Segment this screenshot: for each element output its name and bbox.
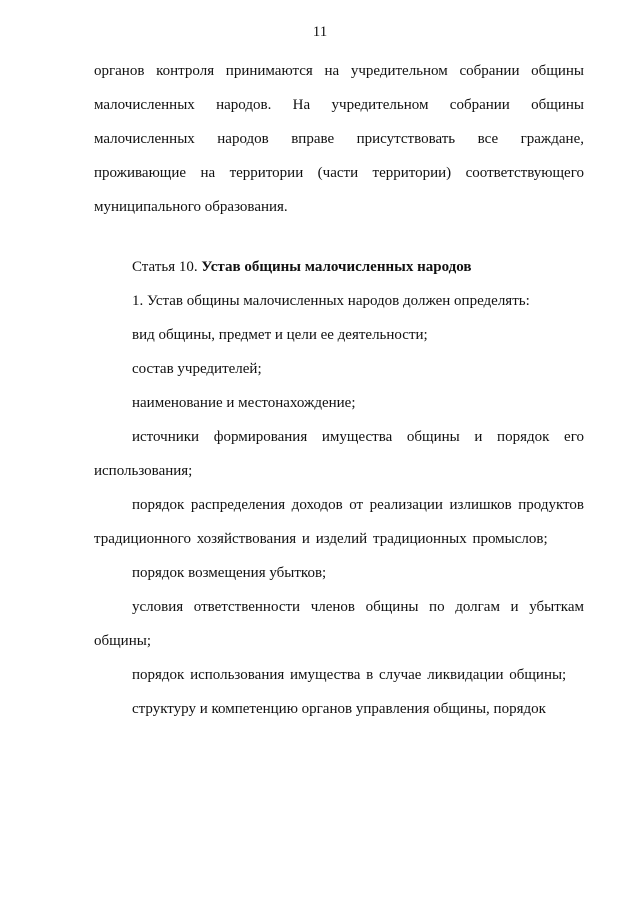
list-item: источники формирования имущества общины и порядок его использования; — [94, 429, 584, 479]
list-item: порядок использования имущества в случае ликвидации общины; — [132, 667, 567, 683]
list-item: порядок распределения доходов от реализации излишков продуктов традиционного хозяйствования и изделий традиционных промыслов; — [94, 497, 584, 547]
list-item: структуру и компетенцию органов управления общины, порядок — [132, 701, 546, 717]
article-title: Устав общины малочисленных народов — [201, 259, 472, 275]
article-label: Статья 10. — [132, 259, 198, 275]
list-item: порядок возмещения убытков; — [132, 565, 327, 581]
page-number: 11 — [312, 24, 328, 40]
paragraph-continued: органов контроля принимаются на учредительном собрании общины малочисленных народов. На учредительном собрании общины малочисленных народов вправе присутствовать все граждане, проживающие на территории (части территории) соответствующего муниципального образования. — [94, 63, 584, 215]
list-item: вид общины, предмет и цели ее деятельности; — [132, 327, 428, 343]
article-heading — [94, 250, 584, 284]
document-body — [94, 54, 584, 726]
list-item: наименование и местонахождение; — [132, 395, 356, 411]
list-item: 1. Устав общины малочисленных народов должен определять: — [132, 293, 530, 309]
list-item: условия ответственности членов общины по долгам и убыткам общины; — [94, 599, 584, 649]
list-item: состав учредителей; — [132, 361, 262, 377]
